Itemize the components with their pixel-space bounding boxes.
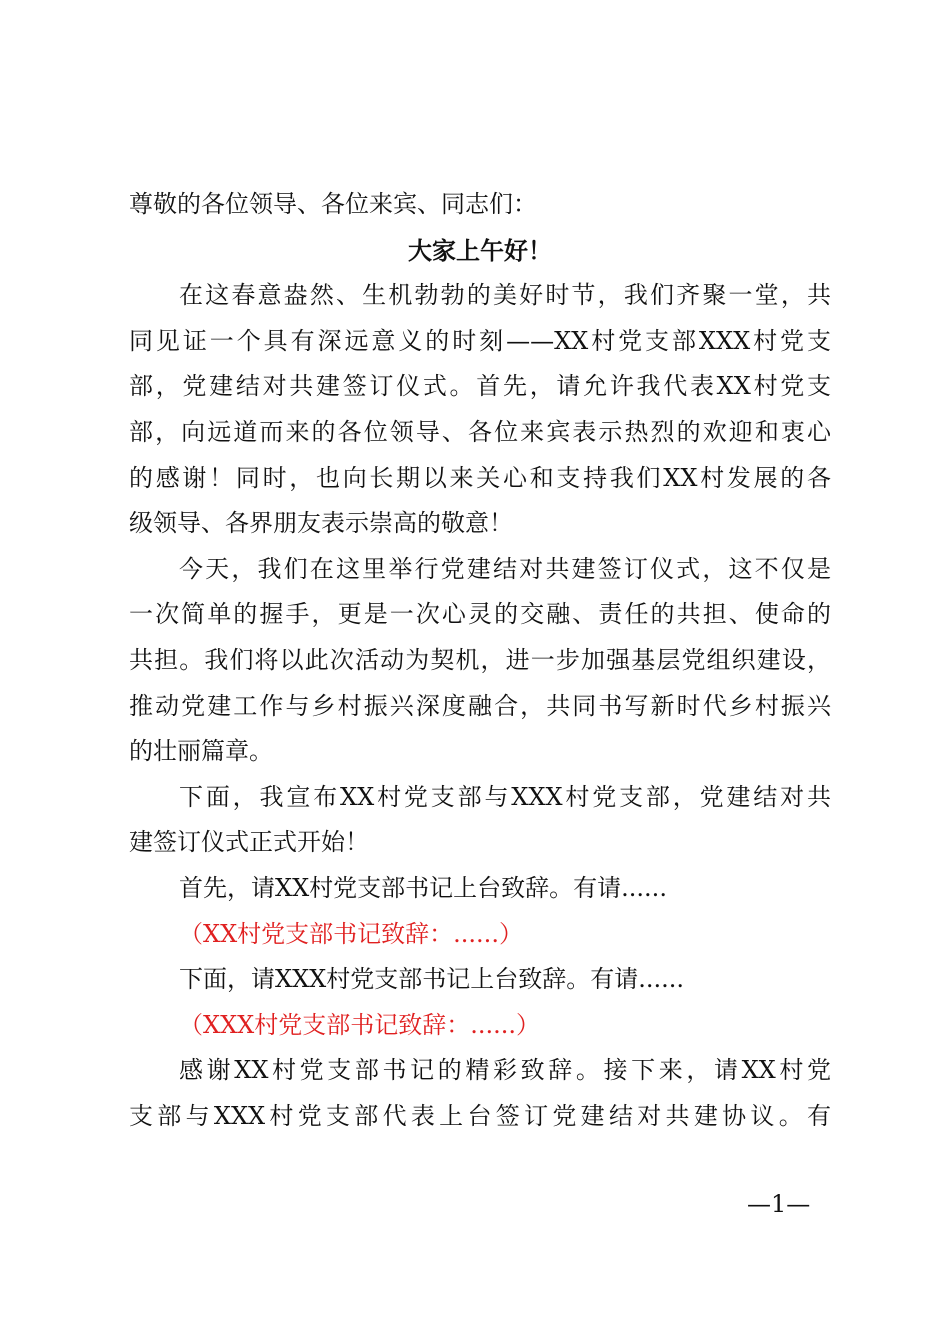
paragraph-line: 感谢XX村党支部书记的精彩致辞。接下来，请XX村党 — [179, 1056, 831, 1085]
greeting-title: 大家上午好！ — [408, 235, 552, 265]
paragraph-2 — [129, 547, 831, 775]
paragraph-line: 推动党建工作与乡村振兴深度融合，共同书写新时代乡村振兴 — [129, 691, 831, 720]
paragraph-line: 下面，我宣布XX村党支部与XXX村党支部，党建结对共 — [179, 782, 831, 811]
paragraph-line: 的壮丽篇章。 — [129, 737, 273, 766]
paragraph-line: 级领导、各界朋友表示崇高的敬意！ — [129, 509, 513, 538]
salutation: 尊敬的各位领导、各位来宾、同志们： — [129, 190, 537, 218]
paragraph-line: 同见证一个具有深远意义的时刻——XX村党支部XXX村党支 — [129, 326, 831, 355]
paragraph-line: 部，党建结对共建签订仪式。首先，请允许我代表XX村党支 — [129, 372, 831, 401]
paragraph-line: 建签订仪式正式开始！ — [129, 828, 369, 857]
paragraph-1 — [129, 273, 831, 547]
paragraph-line: 的感谢！同时，也向长期以来关心和支持我们XX村发展的各 — [129, 463, 831, 492]
final-paragraph — [129, 1048, 831, 1139]
paragraph-line: 在这春意盎然、生机勃勃的美好时节，我们齐聚一堂，共 — [179, 281, 831, 310]
paragraph-line: 一次简单的握手，更是一次心灵的交融、责任的共担、使命的 — [129, 600, 831, 629]
paragraph-line: 部，向远道而来的各位领导、各位来宾表示热烈的欢迎和衷心 — [129, 417, 831, 446]
page-number: —1— — [747, 1190, 811, 1218]
paragraph-line: 共担。我们将以此次活动为契机，进一步加强基层党组织建设， — [129, 645, 831, 674]
paragraph-line: 支部与XXX村党支部代表上台签订党建结对共建协议。有 — [129, 1101, 831, 1130]
instruction-1: 首先，请XX村党支部书记上台致辞。有请...... — [179, 873, 667, 902]
speech-note-2: （XXX村党支部书记致辞：......） — [179, 1010, 541, 1039]
speech-note-1: （XX村党支部书记致辞：......） — [179, 919, 523, 948]
paragraph-line: 今天，我们在这里举行党建结对共建签订仪式，这不仅是 — [179, 554, 831, 583]
document-page — [129, 182, 831, 1139]
instruction-2: 下面，请XXX村党支部书记上台致辞。有请...... — [179, 965, 685, 994]
paragraph-3 — [129, 775, 831, 866]
